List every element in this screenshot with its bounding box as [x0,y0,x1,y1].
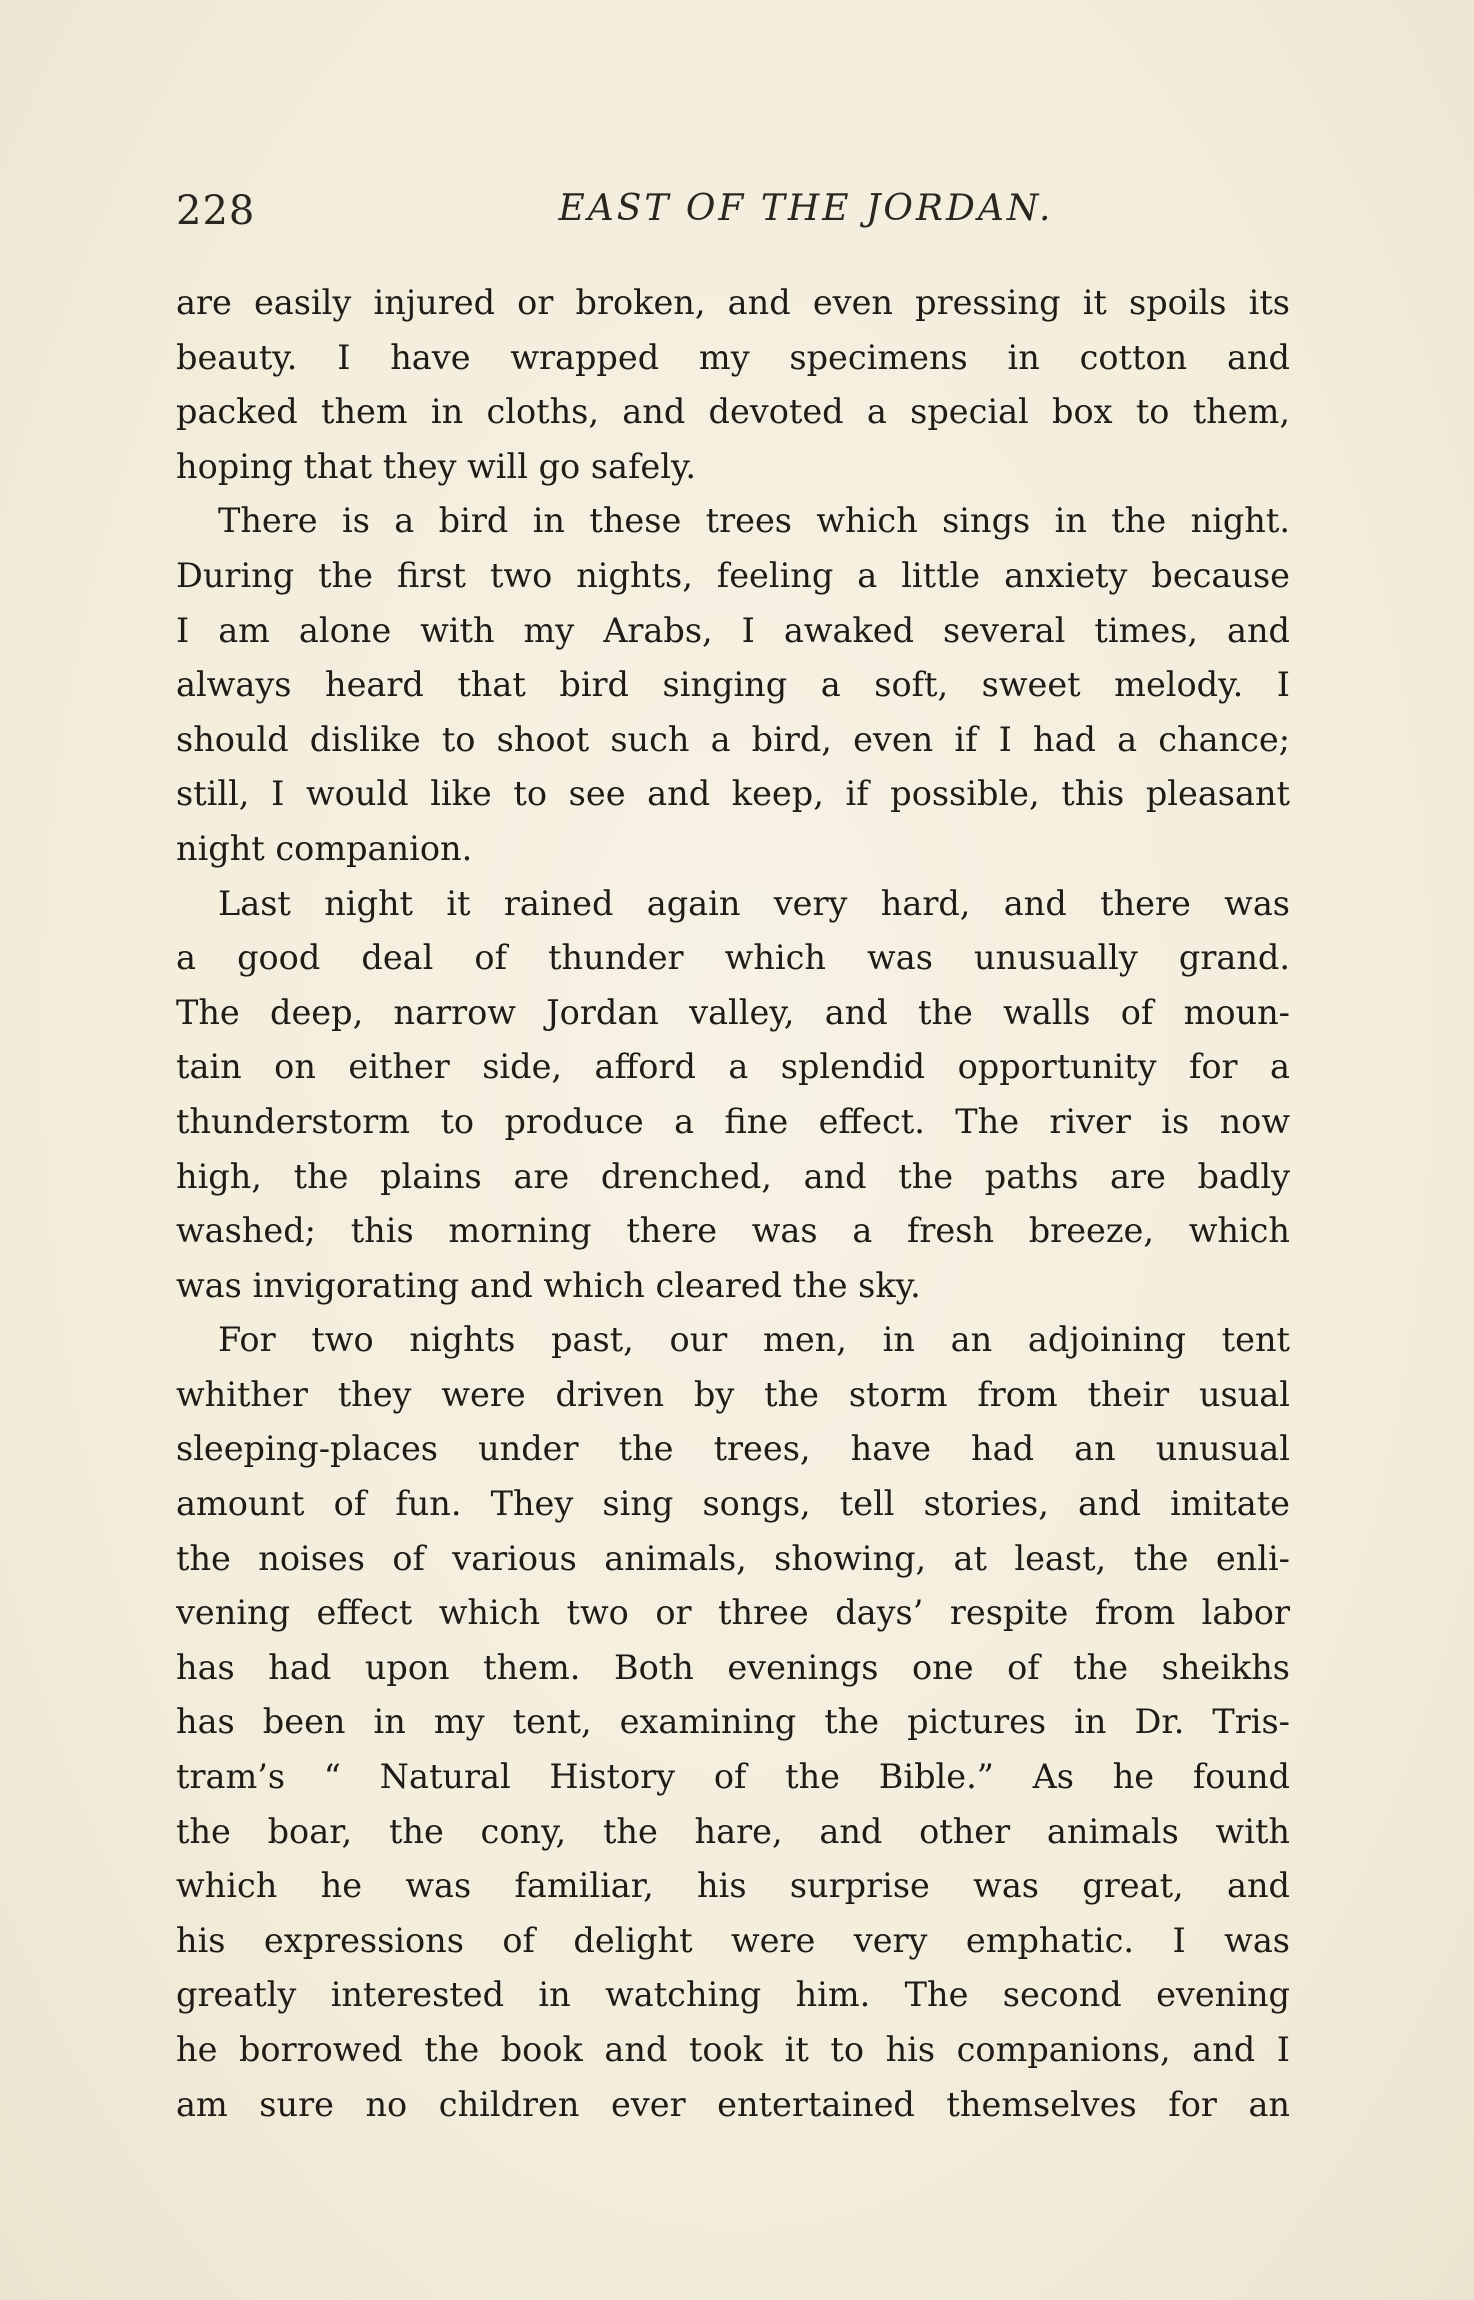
text-line: For two nights past, our men, in an adjoining tent [218,1320,1290,1360]
text-line: greatly interested in watching him. The second evening [176,1975,1290,2015]
running-title: EAST OF THE JORDAN. [558,188,1054,229]
page-number: 228 [176,188,256,234]
text-line: The deep, narrow Jordan valley, and the walls of moun- [176,992,1290,1032]
text-line: tain on either side, afford a splendid opportunity for a [176,1047,1290,1087]
text-line: tram’s “ Natural History of the Bible.” As he found [176,1757,1290,1797]
text-line: a good deal of thunder which was unusually grand. [176,938,1290,978]
text-line: whither they were driven by the storm from their usual [176,1374,1290,1414]
text-line: are easily injured or broken, and even pressing it spoils its [176,283,1290,322]
paragraph [176,877,1290,1314]
text-line: am sure no children ever entertained themselves for an [176,2084,1290,2124]
text-line: high, the plains are drenched, and the paths are badly [176,1156,1290,1196]
text-line: Last night it rained again very hard, and there was [218,883,1290,923]
text-line: was invigorating and which cleared the sky. [176,1265,921,1305]
page-header [176,188,1290,244]
text-line: beauty. I have wrapped my specimens in cotton and [176,337,1290,377]
text-line: During the first two nights, feeling a little anxiety because [176,555,1290,595]
text-line: washed; this morning there was a fresh breeze, which [176,1211,1290,1251]
text-line: has had upon them. Both evenings one of the sheikhs [176,1647,1290,1687]
paragraph [176,494,1290,876]
text-line: should dislike to shoot such a bird, even if I had a chance; [176,719,1290,759]
text-line: the boar, the cony, the hare, and other animals with [176,1811,1290,1851]
body-text [176,276,1290,2132]
paragraph [176,276,1290,494]
text-line: night companion. [176,828,473,868]
text-line: packed them in cloths, and devoted a special box to them, [176,392,1290,432]
text-line: vening effect which two or three days’ respite from labor [176,1593,1290,1633]
text-line: he borrowed the book and took it to his companions, and I [176,2030,1290,2069]
text-line: thunderstorm to produce a fine effect. The river is now [176,1101,1290,1141]
text-line: always heard that bird singing a soft, sweet melody. I [176,665,1290,705]
text-line: which he was familiar, his surprise was great, and [176,1866,1290,1906]
text-line: I am alone with my Arabs, I awaked several times, and [176,610,1290,650]
text-line: the noises of various animals, showing, at least, the enli- [176,1538,1290,1578]
text-line: hoping that they will go safely. [176,446,697,486]
text-line: has been in my tent, examining the pictures in Dr. Tris- [176,1702,1290,1742]
text-line: sleeping-places under the trees, have had an unusual [176,1429,1290,1469]
paragraph [176,1313,1290,2132]
text-line: There is a bird in these trees which sings in the night. [218,501,1290,541]
text-line: amount of fun. They sing songs, tell stories, and imitate [176,1484,1290,1524]
text-line: his expressions of delight were very emphatic. I was [176,1920,1290,1960]
text-line: still, I would like to see and keep, if possible, this pleasant [176,774,1290,814]
